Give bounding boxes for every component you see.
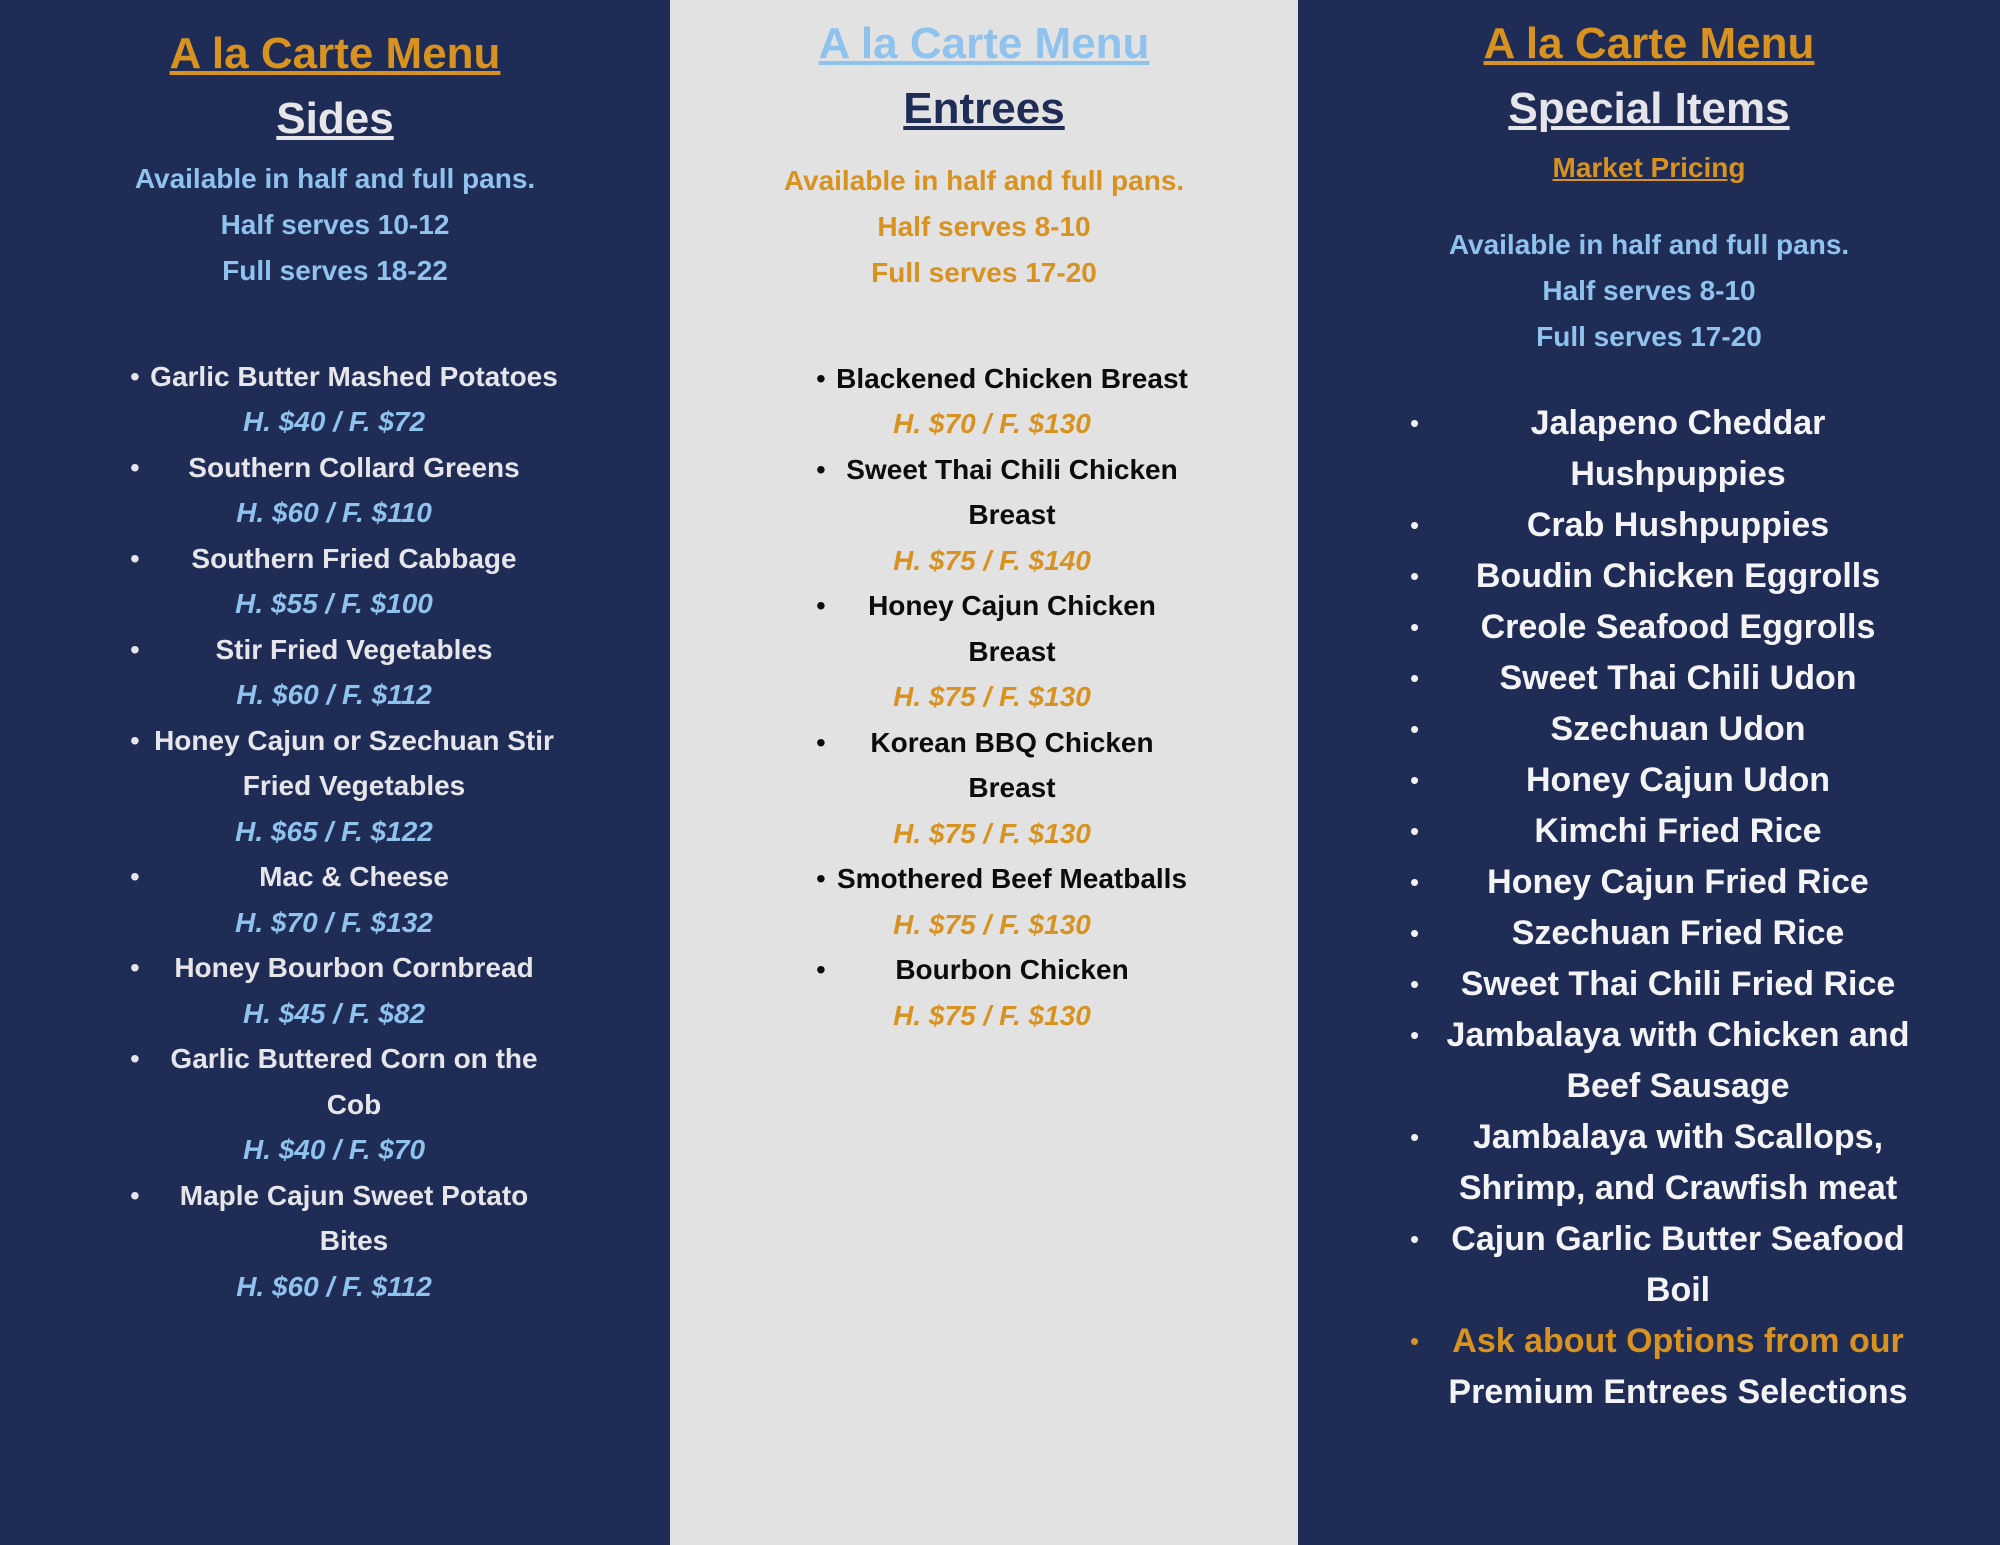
bullet-icon: •: [130, 1043, 140, 1075]
item-price: H. $55 / F. $100: [235, 588, 433, 620]
item-price: H. $40 / F. $72: [242, 406, 426, 438]
entrees-list: [670, 356, 1298, 1039]
sides-list: [0, 354, 670, 1310]
bullet-icon: •: [130, 861, 140, 893]
entrees-full-serves: Full serves 17-20: [871, 256, 1097, 288]
bullet-icon: •: [1410, 407, 1420, 438]
entrees-menu-title: A la Carte Menu: [818, 19, 1150, 68]
bullet-icon: •: [130, 724, 140, 756]
list-item: [1410, 908, 1928, 959]
list-item: [1410, 857, 1928, 908]
list-item: [130, 1036, 564, 1173]
list-item: [816, 447, 1192, 584]
ask-options-text: Ask about Options from our: [1452, 1321, 1904, 1360]
item-name: Garlic Butter Mashed Potatoes: [150, 360, 558, 392]
item-price: H. $75 / F. $130: [893, 908, 1091, 940]
bullet-icon: •: [816, 726, 826, 758]
sides-half-serves: Half serves 10-12: [220, 208, 450, 240]
bullet-icon: •: [1410, 815, 1420, 846]
item-name: Maple Cajun Sweet Potato Bites: [179, 1179, 529, 1257]
item-name: Smothered Beef Meatballs: [836, 863, 1188, 895]
item-name: Southern Fried Cabbage: [191, 542, 517, 574]
item-price: H. $60 / F. $110: [236, 497, 432, 529]
list-item: [1410, 602, 1928, 653]
list-item: [816, 720, 1192, 857]
list-item: [1410, 398, 1928, 500]
special-availability: Available in half and full pans.: [1448, 228, 1850, 260]
bullet-icon: •: [130, 451, 140, 483]
list-item: [1410, 704, 1928, 755]
item-name: Blackened Chicken Breast: [836, 362, 1188, 394]
special-half-serves: Half serves 8-10: [1542, 274, 1756, 306]
bullet-icon: •: [1410, 662, 1420, 693]
list-item: [816, 583, 1192, 720]
list-item: [130, 445, 564, 536]
special-menu-title: A la Carte Menu: [1483, 19, 1815, 68]
bullet-icon: •: [816, 453, 826, 485]
sides-menu-title: A la Carte Menu: [169, 29, 501, 78]
list-item: [1410, 1112, 1928, 1214]
item-name: Bourbon Chicken: [895, 954, 1129, 986]
item-name: Jalapeno Cheddar Hushpuppies: [1530, 403, 1826, 493]
sides-availability: Available in half and full pans.: [134, 162, 536, 194]
list-item: [1410, 806, 1928, 857]
item-name: Boudin Chicken Eggrolls: [1475, 556, 1881, 595]
special-section-title: Special Items: [1508, 83, 1790, 133]
item-name: Kimchi Fried Rice: [1534, 811, 1822, 850]
item-name: Sweet Thai Chili Fried Rice: [1460, 964, 1896, 1003]
bullet-icon: •: [1410, 611, 1420, 642]
item-price: H. $75 / F. $140: [893, 544, 1091, 576]
bullet-icon: •: [816, 590, 826, 622]
bullet-icon: •: [816, 863, 826, 895]
list-item: [1410, 755, 1928, 806]
bullet-icon: •: [1410, 764, 1420, 795]
entrees-section-title: Entrees: [903, 83, 1065, 133]
bullet-icon: •: [816, 362, 826, 394]
item-name: Szechuan Udon: [1550, 709, 1806, 748]
item-name: Stir Fried Vegetables: [215, 633, 493, 665]
bullet-icon: •: [1410, 560, 1420, 591]
bullet-icon: •: [130, 952, 140, 984]
item-name: Jambalaya with Scallops, Shrimp, and Crawfish meat: [1458, 1117, 1898, 1207]
bullet-icon: •: [130, 542, 140, 574]
premium-entrees-text: Premium Entrees Selections: [1448, 1372, 1908, 1411]
item-price: H. $45 / F. $82: [242, 997, 426, 1029]
sides-serving-info: [0, 156, 670, 294]
bullet-icon: •: [1410, 1325, 1420, 1356]
item-price: H. $70 / F. $132: [235, 906, 433, 938]
bullet-icon: •: [130, 360, 140, 392]
item-price: H. $40 / F. $70: [242, 1134, 426, 1166]
item-name: Garlic Buttered Corn on the Cob: [170, 1043, 538, 1120]
sides-section-title: Sides: [276, 93, 394, 143]
item-name: Honey Cajun Chicken Breast: [868, 590, 1156, 667]
list-item: [1410, 1214, 1928, 1316]
list-item: [1410, 500, 1928, 551]
list-item: [130, 945, 564, 1036]
list-item: [1410, 1010, 1928, 1112]
special-serving-info: [1298, 222, 2000, 360]
item-name: Sweet Thai Chili Chicken Breast: [846, 453, 1178, 531]
bullet-icon: •: [130, 633, 140, 665]
bullet-icon: •: [1410, 713, 1420, 744]
special-items-column: [1298, 0, 2000, 1545]
item-name: Korean BBQ Chicken Breast: [870, 726, 1154, 804]
list-item: [130, 1173, 564, 1310]
item-price: H. $60 / F. $112: [236, 1270, 432, 1302]
item-name: Jambalaya with Chicken and Beef Sausage: [1446, 1015, 1910, 1105]
item-name: Southern Collard Greens: [188, 451, 520, 483]
list-item: [816, 856, 1192, 947]
item-price: H. $70 / F. $130: [893, 408, 1091, 440]
bullet-icon: •: [130, 1179, 140, 1211]
entrees-availability: Available in half and full pans.: [783, 164, 1185, 196]
premium-entrees-note: [1410, 1316, 1928, 1418]
list-item: [1410, 653, 1928, 704]
list-item: [130, 627, 564, 718]
bullet-icon: •: [1410, 1121, 1420, 1152]
entrees-serving-info: [670, 158, 1298, 296]
bullet-icon: •: [1410, 917, 1420, 948]
item-name: Cajun Garlic Butter Seafood Boil: [1451, 1219, 1905, 1309]
item-price: H. $60 / F. $112: [236, 679, 432, 711]
item-name: Szechuan Fried Rice: [1511, 913, 1845, 952]
item-name: Creole Seafood Eggrolls: [1480, 607, 1876, 646]
list-item: [130, 854, 564, 945]
list-item: [130, 354, 564, 445]
sides-full-serves: Full serves 18-22: [222, 254, 448, 286]
entrees-column: [670, 0, 1298, 1545]
item-name: Honey Bourbon Cornbread: [174, 952, 534, 984]
item-name: Honey Cajun Udon: [1525, 760, 1831, 799]
item-price: H. $75 / F. $130: [893, 999, 1091, 1031]
bullet-icon: •: [1410, 1223, 1420, 1254]
item-price: H. $65 / F. $122: [235, 815, 433, 847]
item-name: Crab Hushpuppies: [1526, 505, 1830, 544]
list-item: [130, 718, 564, 855]
special-items-list: [1298, 398, 2000, 1418]
bullet-icon: •: [1410, 866, 1420, 897]
bullet-icon: •: [1410, 968, 1420, 999]
list-item: [1410, 959, 1928, 1010]
item-name: Mac & Cheese: [259, 861, 449, 893]
bullet-icon: •: [1410, 509, 1420, 540]
bullet-icon: •: [816, 954, 826, 986]
item-name: Sweet Thai Chili Udon: [1499, 658, 1857, 697]
item-price: H. $75 / F. $130: [893, 817, 1091, 849]
item-name: Honey Cajun Fried Rice: [1487, 862, 1869, 901]
special-full-serves: Full serves 17-20: [1536, 320, 1762, 352]
list-item: [130, 536, 564, 627]
item-price: H. $75 / F. $130: [893, 681, 1091, 713]
list-item: [816, 947, 1192, 1038]
sides-column: [0, 0, 670, 1545]
list-item: [1410, 551, 1928, 602]
market-pricing-label: Market Pricing: [1552, 151, 1746, 183]
item-name: Honey Cajun or Szechuan Stir Fried Vegetables: [154, 724, 554, 802]
bullet-icon: •: [1410, 1019, 1420, 1050]
list-item: [816, 356, 1192, 447]
entrees-half-serves: Half serves 8-10: [877, 210, 1091, 242]
